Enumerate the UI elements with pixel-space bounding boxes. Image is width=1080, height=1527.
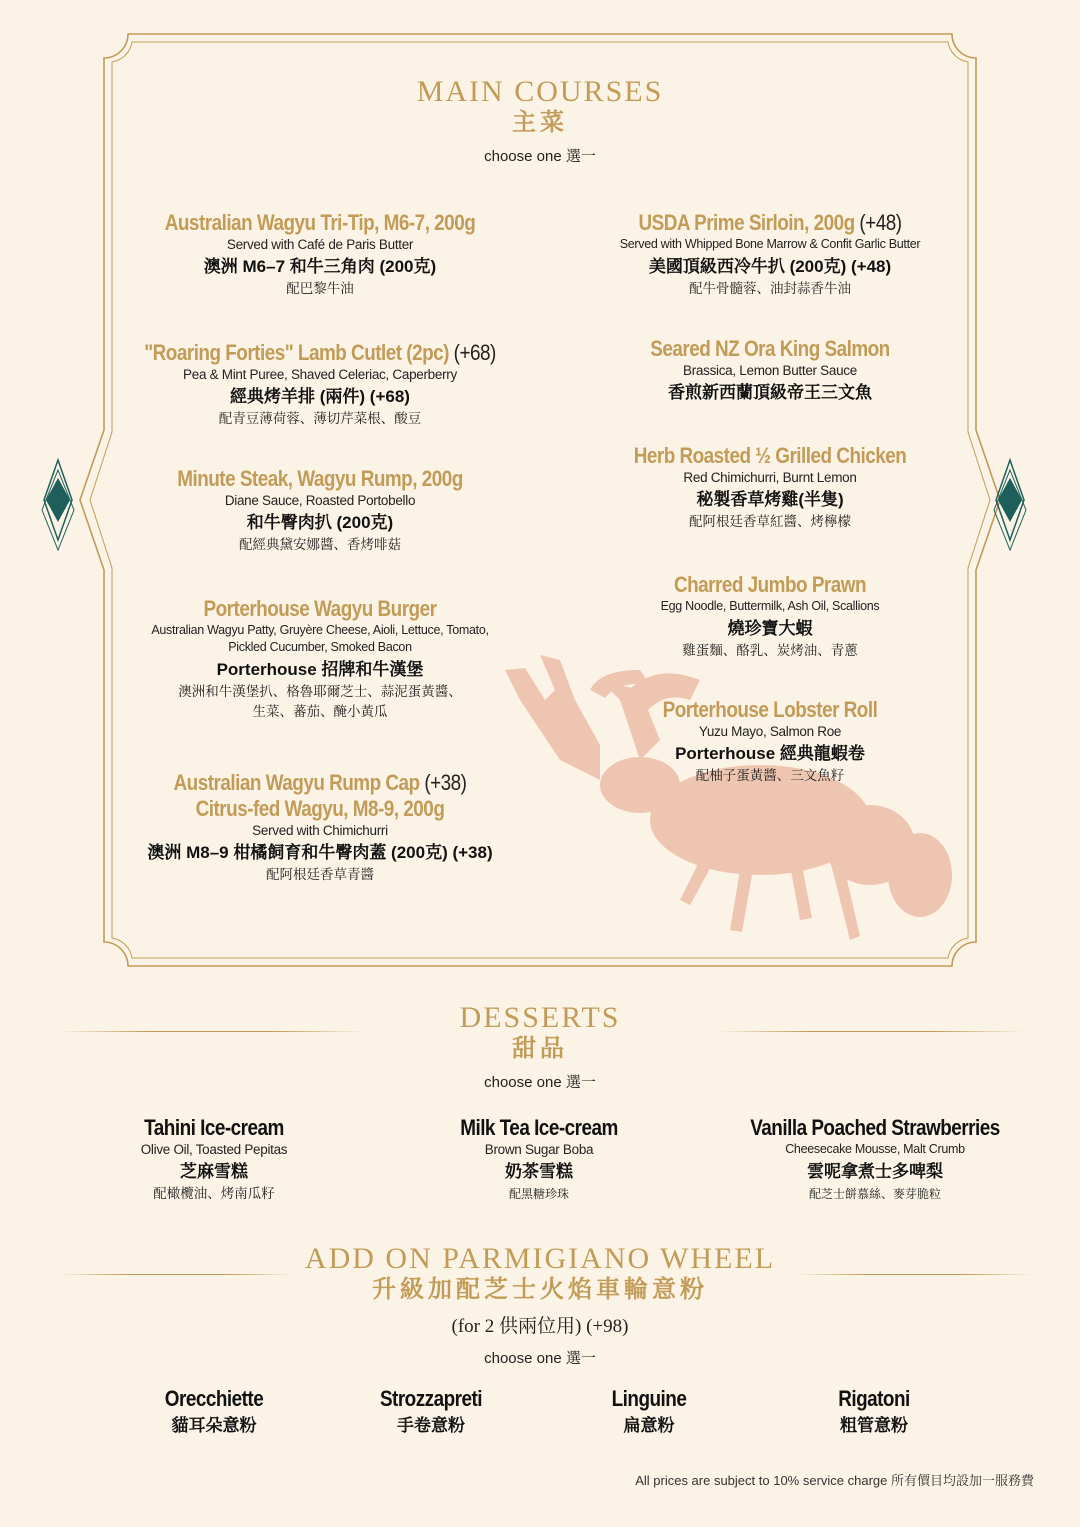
pasta-linguine [549, 1386, 749, 1438]
pasta-strozzapreti [331, 1386, 531, 1438]
desserts-title-en: DESSERTS [459, 1001, 621, 1034]
item-desc: Pea & Mint Puree, Shaved Celeriac, Caperberry [183, 367, 457, 382]
item-name-zh: 手卷意粉 [397, 1416, 465, 1435]
item-desc: Australian Wagyu Patty, Gruyère Cheese, Aioli, Lettuce, Tomato, [151, 623, 489, 637]
item-name: Porterhouse Lobster Roll [662, 697, 878, 722]
dessert-strawberries [725, 1115, 1025, 1204]
item-name: Seared NZ Ora King Salmon [650, 336, 890, 361]
item-price: (+48) [859, 210, 902, 235]
item-name-zh: 美國頂級西冷牛扒 (200克) (+48) [648, 257, 892, 276]
pasta-rigatoni [774, 1386, 974, 1438]
item-name-zh: 香煎新西蘭頂級帝王三文魚 [668, 383, 872, 402]
item-name-zh: 芝麻雪糕 [180, 1162, 248, 1181]
item-name-zh: 經典烤羊排 (兩件) (+68) [230, 387, 410, 406]
item-desc-zh: 配黑糖珍珠 [508, 1187, 569, 1201]
menu-item-rump-cap [80, 770, 560, 885]
item-desc: Served with Chimichurri [252, 823, 388, 838]
main-choose-note: choose one 選一 [484, 148, 596, 165]
item-name: Strozzapreti [379, 1386, 483, 1411]
item-name-zh: 雲呢拿煮士多啤梨 [807, 1162, 943, 1181]
pasta-orecchiette [114, 1386, 314, 1438]
menu-item-usda-sirloin [560, 210, 980, 299]
menu-item-wagyu-tri-tip [100, 210, 540, 299]
item-price: (+38) [424, 770, 467, 795]
item-desc-zh: 配阿根廷香草紅醬、烤檸檬 [689, 514, 851, 529]
main-courses-title-zh: 主菜 [512, 110, 568, 136]
item-name: Australian Wagyu Tri-Tip, M6-7, 200g [164, 210, 476, 235]
item-name: Porterhouse Wagyu Burger [203, 596, 437, 621]
item-desc: Olive Oil, Toasted Pepitas [140, 1142, 288, 1157]
dessert-milk-tea [409, 1115, 669, 1204]
item-name: Linguine [611, 1386, 687, 1411]
menu-item-jumbo-prawn [560, 572, 980, 661]
item-name-line2: Citrus-fed Wagyu, M8-9, 200g [195, 796, 445, 821]
service-charge-note: All prices are subject to 10% service charge 所有價目均設加一服務費 [635, 1473, 1034, 1488]
item-desc: Diane Sauce, Roasted Portobello [224, 493, 416, 508]
menu-item-lamb-cutlet [100, 340, 540, 429]
item-desc: Served with Café de Paris Butter [226, 237, 414, 252]
item-name-zh: 秘製香草烤雞(半隻) [696, 490, 844, 509]
item-price: (+68) [453, 340, 496, 365]
item-desc-zh: 配芝士餅慕絲、麥芽脆粒 [808, 1187, 941, 1201]
item-name-zh: 澳洲 M6–7 和牛三角肉 (200克) [203, 257, 437, 276]
item-name: Australian Wagyu Rump Cap [173, 770, 420, 795]
item-name-zh: Porterhouse 經典龍蝦卷 [675, 744, 865, 763]
item-name-zh: 粗管意粉 [840, 1416, 908, 1435]
desserts-title-zh: 甜品 [512, 1036, 568, 1062]
item-desc-zh: 雞蛋麵、酪乳、炭烤油、青蔥 [682, 643, 858, 658]
item-name-zh: 澳洲 M8–9 柑橘飼育和牛臀肉蓋 (200克) (+38) [147, 843, 493, 862]
item-desc-zh: 配牛骨髓蓉、油封蒜香牛油 [689, 281, 851, 296]
addon-title-zh: 升級加配芝士火焰車輪意粉 [372, 1277, 708, 1303]
item-name-zh: 扁意粉 [623, 1416, 675, 1435]
item-name-zh: 和牛臀肉扒 (200克) [246, 513, 394, 532]
item-name: Tahini Ice-cream [144, 1115, 284, 1140]
left-diamond-ornament [42, 460, 74, 550]
item-desc: Served with Whipped Bone Marrow & Confit Garlic Butter [619, 237, 921, 251]
item-desc-zh: 澳洲和牛漢堡扒、格魯耶爾芝士、蒜泥蛋黃醬、 [178, 684, 462, 699]
menu-item-roasted-chicken [560, 443, 980, 532]
item-desc: Red Chimichurri, Burnt Lemon [683, 470, 857, 485]
desserts-choose-note: choose one 選一 [484, 1074, 596, 1091]
desserts-title [0, 1002, 1080, 1064]
item-desc: Brassica, Lemon Butter Sauce [683, 363, 857, 378]
addon-title [0, 1243, 1080, 1305]
menu-item-ora-king-salmon [560, 336, 980, 405]
item-desc: Yuzu Mayo, Salmon Roe [698, 724, 842, 739]
menu-item-wagyu-burger [100, 596, 540, 722]
item-name: Rigatoni [838, 1386, 910, 1411]
item-name-zh: 燒珍寶大蝦 [727, 619, 813, 638]
main-courses-title-en: MAIN COURSES [416, 75, 664, 108]
item-desc-line2: Pickled Cucumber, Smoked Bacon [228, 640, 412, 654]
menu-item-lobster-roll [560, 697, 980, 786]
item-desc: Egg Noodle, Buttermilk, Ash Oil, Scallions [660, 599, 880, 613]
item-desc-zh-line2: 生菜、蕃茄、醃小黃瓜 [252, 704, 388, 719]
addon-serving-note: (for 2 供兩位用) (+98) [451, 1316, 629, 1337]
item-name-zh: 貓耳朵意粉 [171, 1416, 257, 1435]
dessert-tahini [84, 1115, 344, 1204]
menu-item-minute-steak [100, 466, 540, 555]
item-desc-zh: 配經典黛安娜醬、香烤啡菇 [239, 537, 401, 552]
item-name: Milk Tea Ice-cream [460, 1115, 618, 1140]
item-name: Orecchiette [164, 1386, 264, 1411]
addon-choose-note: choose one 選一 [484, 1350, 596, 1367]
item-name: Herb Roasted ½ Grilled Chicken [633, 443, 907, 468]
item-desc-zh: 配柚子蛋黃醬、三文魚籽 [695, 768, 845, 783]
item-desc-zh: 配青豆薄荷蓉、薄切芹菜根、酸豆 [218, 411, 422, 426]
item-desc-zh: 配阿根廷香草青醬 [266, 867, 374, 882]
item-desc-zh: 配巴黎牛油 [286, 281, 354, 296]
item-name: "Roaring Forties" Lamb Cutlet (2pc) [144, 340, 449, 365]
item-name: USDA Prime Sirloin, 200g [638, 210, 855, 235]
item-desc: Cheesecake Mousse, Malt Crumb [785, 1142, 965, 1156]
item-desc: Brown Sugar Boba [484, 1142, 594, 1157]
item-name-zh: 奶茶雪糕 [505, 1162, 573, 1181]
item-name-zh: Porterhouse 招牌和牛漢堡 [216, 660, 424, 679]
item-name: Vanilla Poached Strawberries [750, 1115, 1000, 1140]
item-name: Minute Steak, Wagyu Rump, 200g [177, 466, 463, 491]
addon-title-en: ADD ON PARMIGIANO WHEEL [304, 1242, 776, 1275]
item-name: Charred Jumbo Prawn [673, 572, 867, 597]
item-desc-zh: 配橄欖油、烤南瓜籽 [153, 1186, 275, 1201]
main-courses-title [0, 76, 1080, 138]
